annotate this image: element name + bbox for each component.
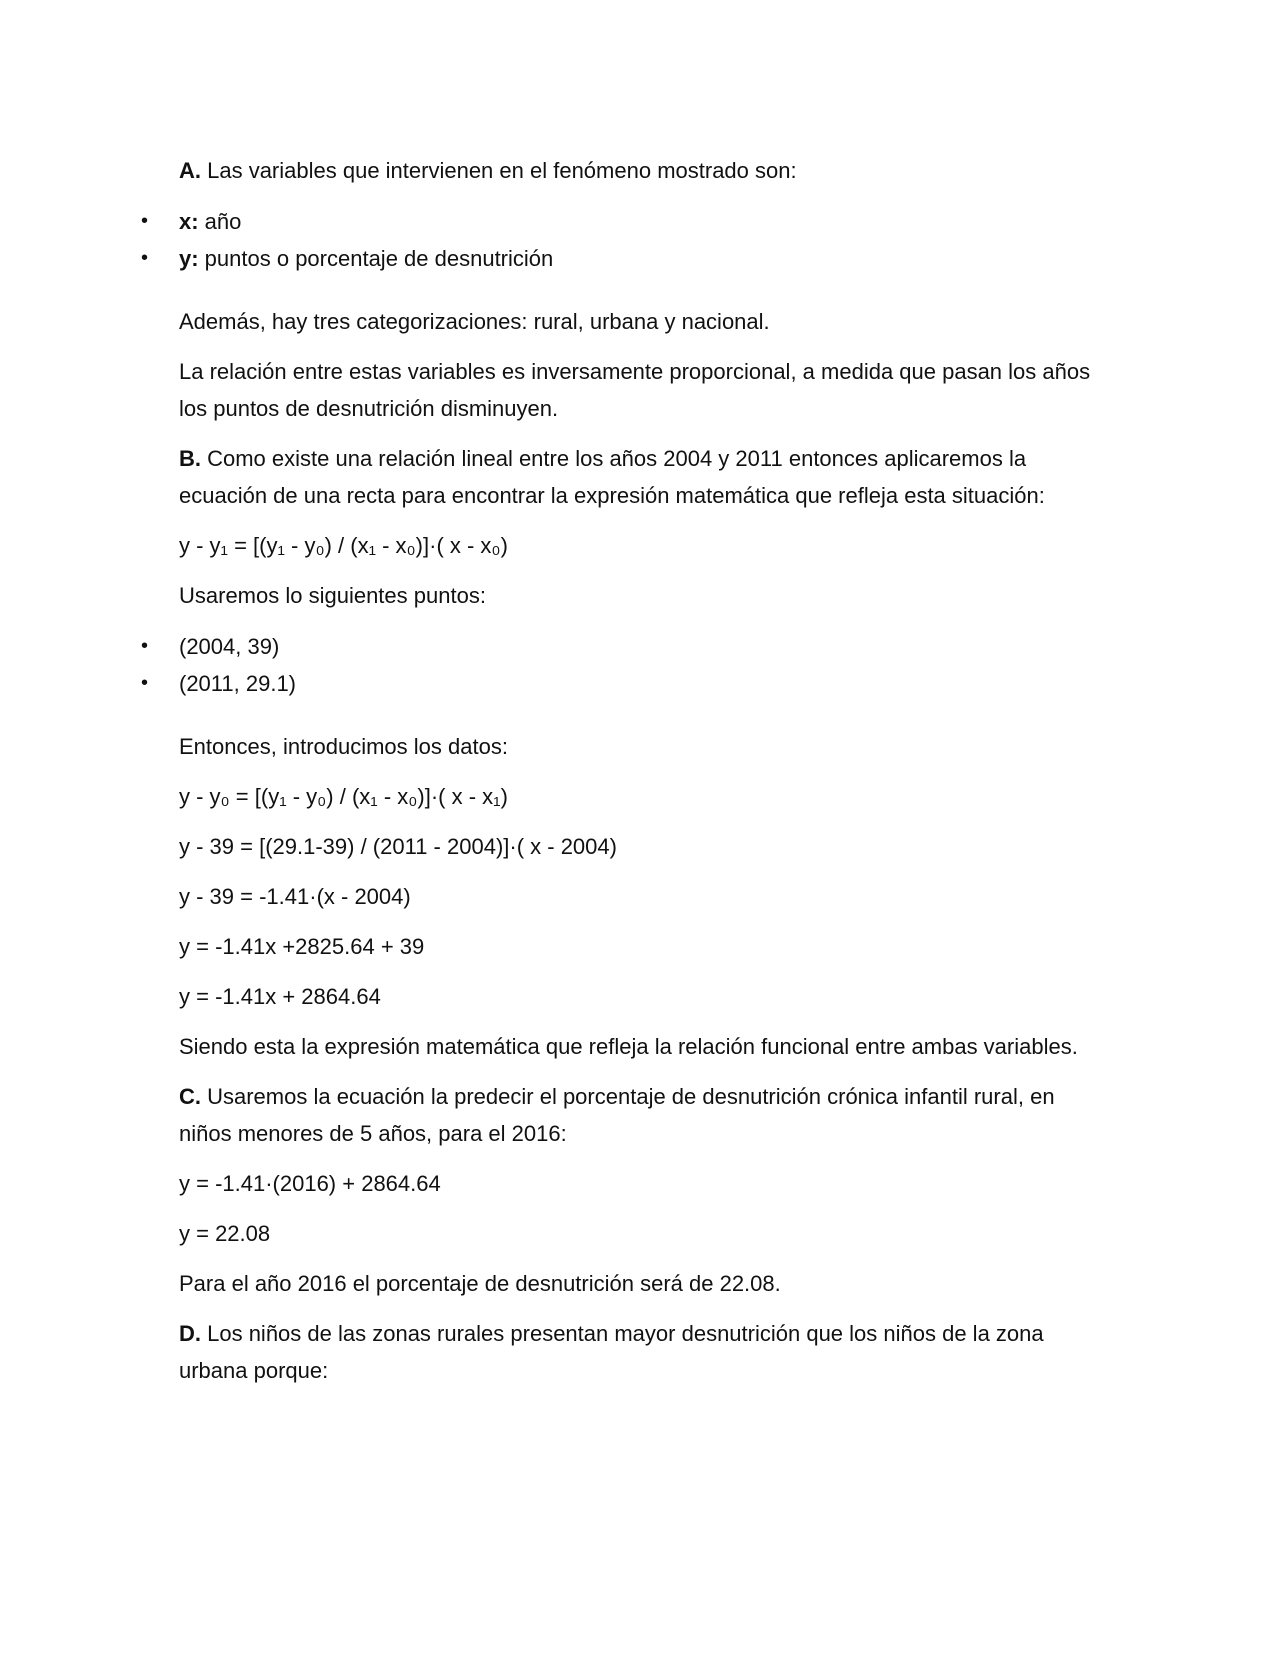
list-item: [141, 203, 1109, 240]
section-d-text: Los niños de las zonas rurales presentan mayor desnutrición que los niños de la zona urbana porque:: [179, 1321, 1044, 1383]
points-list: [141, 628, 1109, 702]
equation-step: y - y₀ = [(y₁ - y₀) / (x₁ - x₀)]·( x - x₁): [179, 784, 508, 809]
section-a-label: A.: [179, 158, 201, 183]
line-formula: y - y₁ = [(y₁ - y₀) / (x₁ - x₀)]·( x - x₀): [179, 533, 508, 558]
section-a-intro: [179, 152, 1109, 189]
variable-key: x:: [179, 209, 199, 234]
equation-step: y - 39 = -1.41·(x - 2004): [179, 884, 411, 909]
data-intro: Entonces, introducimos los datos:: [179, 734, 508, 759]
bullet-icon: •: [141, 635, 149, 657]
bullet-icon: •: [141, 210, 149, 232]
section-b-conclusion: Siendo esta la expresión matemática que refleja la relación funcional entre ambas variables.: [179, 1034, 1078, 1059]
bullet-icon: •: [141, 672, 149, 694]
equation-step: y = -1.41x + 2864.64: [179, 984, 381, 1009]
section-b-text: Como existe una relación lineal entre los años 2004 y 2011 entonces aplicaremos la ecuación de una recta para encontrar la expresión matemática que refleja esta situación:: [179, 446, 1045, 508]
bullet-icon: •: [141, 247, 149, 269]
variable-desc: año: [198, 209, 242, 234]
section-c-intro: [179, 1078, 1109, 1152]
point-value: (2011, 29.1): [179, 671, 297, 696]
section-d-intro: [179, 1315, 1109, 1389]
variables-list: [141, 203, 1109, 277]
point-value: (2004, 39): [179, 634, 280, 659]
section-b-label: B.: [179, 446, 201, 471]
points-intro: Usaremos lo siguientes puntos:: [179, 583, 486, 608]
list-item: [141, 240, 1109, 277]
document-body: [141, 152, 1109, 1402]
categories-paragraph: Además, hay tres categorizaciones: rural, urbana y nacional.: [179, 309, 770, 334]
variable-desc: puntos o porcentaje de desnutrición: [198, 246, 554, 271]
section-c-text: Usaremos la ecuación la predecir el porcentaje de desnutrición crónica infantil rural, en niños menores de 5 años, para el 2016:: [179, 1084, 1055, 1146]
section-a-text: Las variables que intervienen en el fenómeno mostrado son:: [201, 158, 797, 183]
variable-key: y:: [179, 246, 199, 271]
equation-step: y = -1.41·(2016) + 2864.64: [179, 1171, 441, 1196]
section-c-label: C.: [179, 1084, 201, 1109]
equation-step: y - 39 = [(29.1-39) / (2011 - 2004)]·( x - 2004): [179, 834, 617, 859]
list-item: [141, 665, 1109, 702]
section-b-intro: [179, 440, 1109, 514]
equation-step: y = 22.08: [179, 1221, 271, 1246]
relation-paragraph: La relación entre estas variables es inversamente proporcional, a medida que pasan los años los puntos de desnutrición disminuyen.: [179, 359, 1091, 421]
equation-step: y = -1.41x +2825.64 + 39: [179, 934, 425, 959]
section-d-label: D.: [179, 1321, 201, 1346]
section-c-conclusion: Para el año 2016 el porcentaje de desnutrición será de 22.08.: [179, 1271, 781, 1296]
list-item: [141, 628, 1109, 665]
